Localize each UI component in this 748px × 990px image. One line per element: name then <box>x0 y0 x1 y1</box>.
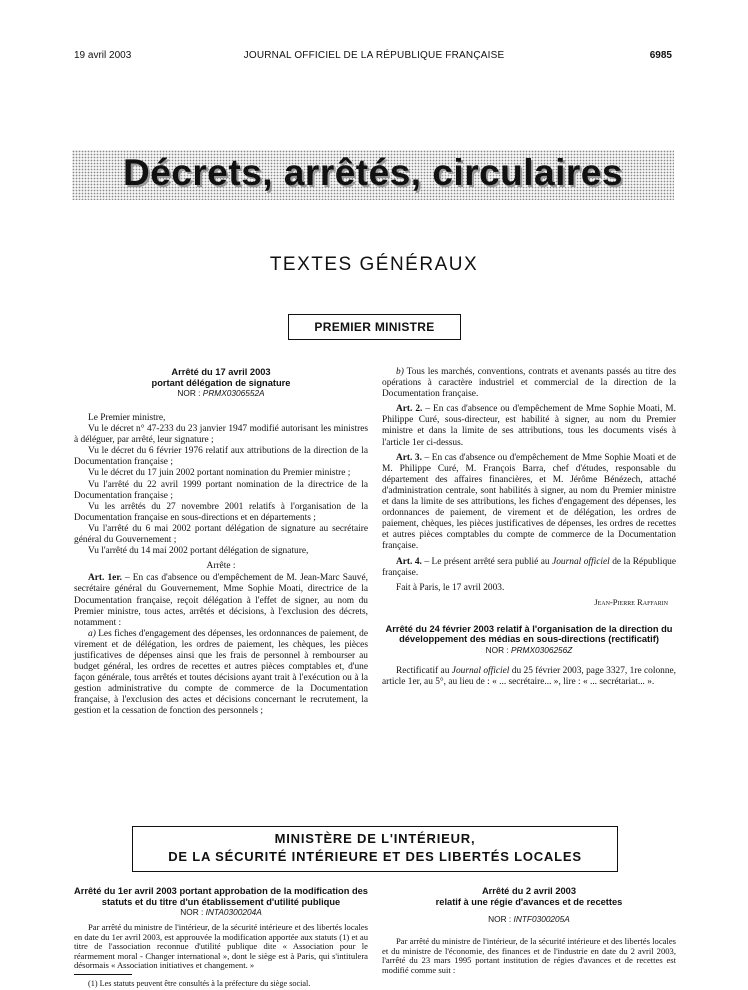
arrete1-item-b: b) Tous les marchés, conventions, contrats et avenants passés au titre des opérations à caractère industriel et commercial de la direction de la Documentation française. <box>382 367 676 400</box>
footnote-rule <box>74 974 132 975</box>
arrete4-body: Par arrêté du ministre de l'intérieur, de la sécurité intérieure et des libertés locales et du ministre de l'économie, des finances et de l'industrie en date du 2 avril 2003, l'arrêté du 23 mars 1995 portant institution de régies d'avances et de recettes est modifié comme suit : <box>382 936 676 975</box>
arrete1-visa: Vu le décret du 6 février 1976 relatif aux attributions de la direction de la Documentation française ; <box>74 446 368 468</box>
ministry-heading-premier-ministre: PREMIER MINISTRE <box>288 314 461 340</box>
page-header <box>0 50 748 64</box>
arrete1-article-3: Art. 3. – En cas d'absence ou d'empêchement de Mme Sophie Moati et de M. Philippe Curé, M. François Barra, chef d'études, responsable du département des affaires financières, et M. Jérôme Bénézech, attaché d'administration centrale, sont habilités à signer, au nom du Premier ministre et dans la limite de ses attributions, les fiches d'engagement des dépenses, les ordonnances de paiement, de virement et de délégation, les ordres de paiement, chèques, les pièces justificatives de dépenses, les ordres de recettes et autres pièces comptables du compte de commerce de la Documentation française. <box>382 452 676 552</box>
arrete1-visa: Vu l'arrêté du 6 mai 2002 portant délégation de signature au secrétaire général du Gouvernement ; <box>74 523 368 546</box>
arrete1-nor: NOR : PRMX0306552A <box>177 388 265 398</box>
header-date: 19 avril 2003 <box>74 50 132 61</box>
arrete1-arrete: Arrête : <box>206 561 236 572</box>
right-column <box>382 367 676 688</box>
arrete1-fait: Fait à Paris, le 17 avril 2003. <box>396 582 505 593</box>
arrete3-title: Arrêté du 1er avril 2003 portant approbation de la modification des statuts et du titre d'un établissement d'utilité publique <box>74 886 368 907</box>
arrete3-body: Par arrêté du ministre de l'intérieur, de la sécurité intérieure et des libertés locales en date du 1er avril 2003, est approuvée la modification apportée aux statuts (1) et au titre de l'association reconnue d'utilité publique dite « Association pour le réarmement moral - Changer international », dont le siège est à Paris, qui s'intitulera désormais « Association initiatives et changement. » <box>74 922 368 971</box>
arrete1-visa: Vu le décret du 17 juin 2002 portant nomination du Premier ministre ; <box>88 468 351 479</box>
arrete1-visa: Vu le décret n° 47-233 du 23 janvier 1947 modifié autorisant les ministres à déléguer, par arrêté, leur signature ; <box>74 424 368 446</box>
arrete1-article-2: Art. 2. – En cas d'absence ou d'empêchement de Mme Sophie Moati, M. Philippe Curé, sous-directeur, est habilité à signer, au nom du Premier ministre et dans la limite de ses attributions, tous les documents visés à l'article 1er ci-dessus. <box>382 404 676 448</box>
header-journal-title: JOURNAL OFFICIEL DE LA RÉPUBLIQUE FRANÇAISE <box>243 50 505 61</box>
arrete2-body: Rectificatif au Journal officiel du 25 février 2003, page 3327, 1re colonne, article 1er, au 5°, au lieu de : « ... secrétaire... », lire : « ... secrétariat... ». <box>382 665 677 687</box>
arrete1-visa: Vu les arrêtés du 27 novembre 2001 relatifs à l'organisation de la Documentation française en sous-directions et en départements ; <box>74 501 368 523</box>
arrete3-footnote: (1) Les statuts peuvent être consultés à la préfecture du siège social. <box>88 978 311 988</box>
arrete3-nor: NOR : INTA0300204A <box>180 907 262 917</box>
header-page-number: 6985 <box>649 50 672 61</box>
section-banner <box>72 150 674 200</box>
arrete1-visa: Vu l'arrêté du 14 mai 2002 portant délégation de signature, <box>88 546 309 557</box>
ministry2-line2: DE LA SÉCURITÉ INTÉRIEURE ET DES LIBERTÉS LOCALES <box>168 849 582 864</box>
arrete1-visa: Vu l'arrêté du 22 avril 1999 portant nomination de la directrice de la Documentation française ; <box>74 479 368 501</box>
left-column <box>74 367 368 718</box>
arrete1-article-4: Art. 4. – Le présent arrêté sera publié au Journal officiel de la République française. <box>382 556 677 578</box>
bottom-right-column <box>382 886 676 975</box>
arrete1-article-1: Art. 1er. – En cas d'absence ou d'empêchement de M. Jean-Marc Sauvé, secrétaire général du Gouvernement, Mme Sophie Moati, directrice de la Documentation française, reçoit délégation à l'effet de signer, au nom du Premier ministre, tous actes, arrêtés et décisions, à l'exclusion des décrets, notamment : <box>74 573 368 628</box>
arrete2-nor: NOR : PRMX0306256Z <box>485 644 573 655</box>
ministry2-line1: MINISTÈRE DE L'INTÉRIEUR, <box>274 831 476 846</box>
bottom-left-column <box>74 886 368 988</box>
banner-title: Décrets, arrêtés, circulaires <box>123 152 623 193</box>
arrete1-title: Arrêté du 17 avril 2003 <box>171 367 271 377</box>
section-title: TEXTES GÉNÉRAUX <box>269 254 479 275</box>
arrete1-item-a: a) Les fiches d'engagement des dépenses, les ordonnances de paiement, de virement et de délégation, les ordres de paiement, les chèques, les pièces justificatives de dépenses ainsi que les frais de personnel à rembourser au budget général, les ordres de recettes et autres pièces comptables et, d'une façon générale, tous arrêtés et toutes décisions ayant trait à l'exécution ou à la gestion administrative du compte de commerce de la Documentation française, à l'exclusion des actes et décisions concernant le recrutement, la gestion et la cessation de fonction des personnels ; <box>74 628 368 717</box>
arrete1-subtitle: portant délégation de signature <box>151 377 291 388</box>
arrete4-subtitle: relatif à une régie d'avances et de recettes <box>435 896 623 907</box>
arrete4-title: Arrêté du 2 avril 2003 <box>481 886 577 896</box>
arrete1-signature: Jean-Pierre Raffarin <box>594 596 668 607</box>
arrete4-nor: NOR : INTF0300205A <box>488 914 570 924</box>
ministry-heading-interieur <box>132 826 618 872</box>
arrete2-title: Arrêté du 24 février 2003 relatif à l'organisation de la direction du développement des médias en sous-directions (rectificatif) <box>385 623 673 645</box>
arrete1-preamble: Le Premier ministre, <box>88 413 166 423</box>
